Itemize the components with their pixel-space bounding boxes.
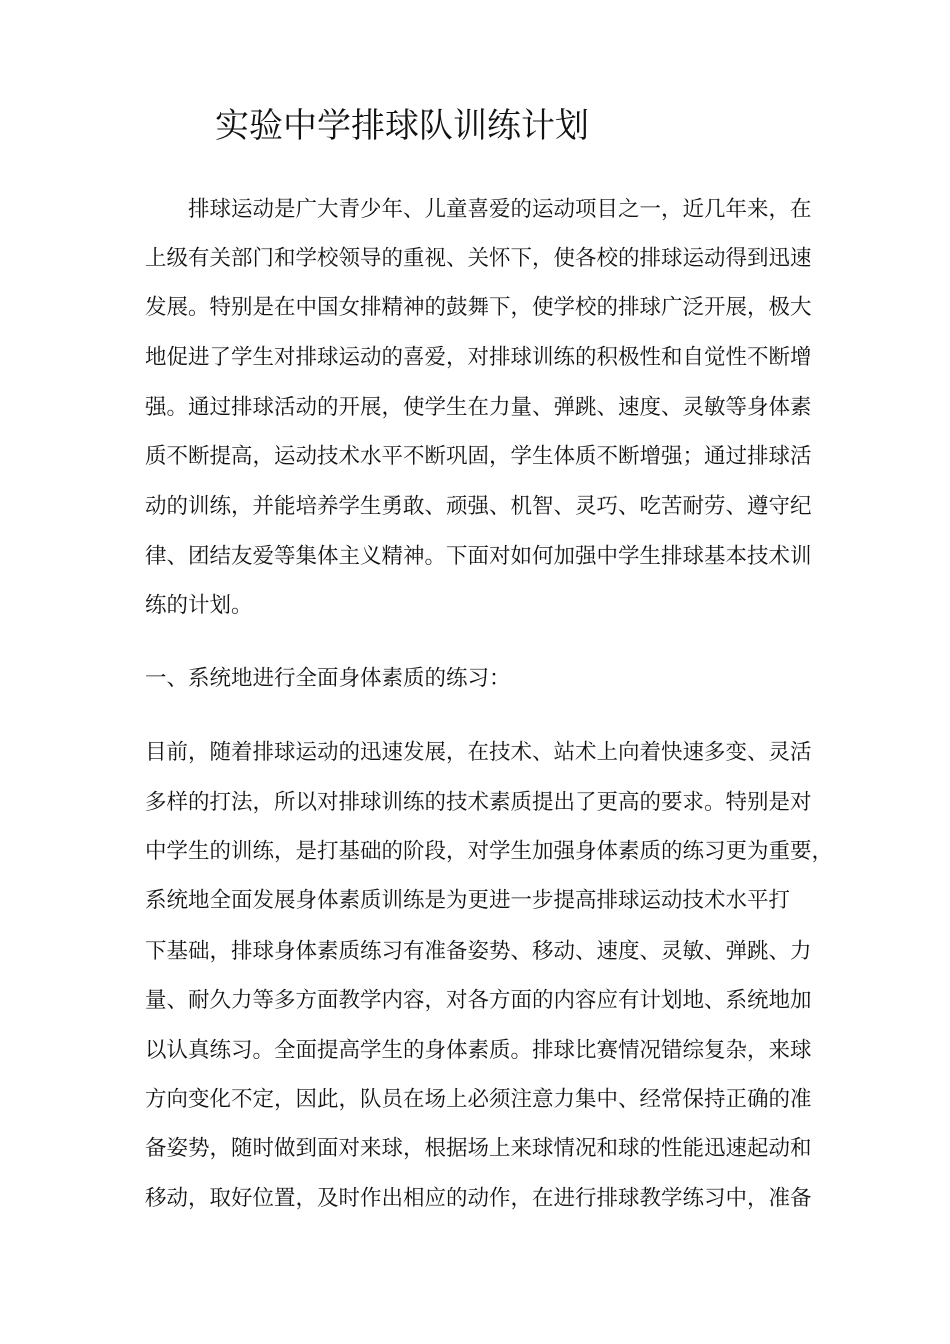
intro-line: 发展。特别是在中国女排精神的鼓舞下，使学校的排球广泛开展，极大 xyxy=(145,295,812,320)
section-line: 移动，取好位置，及时作出相应的动作，在进行排球教学练习中，准备 xyxy=(145,1186,812,1211)
section-line: 下基础，排球身体素质练习有准备姿势、移动、速度、灵敏、弹跳、力 xyxy=(145,939,812,964)
section-line: 方向变化不定，因此，队员在场上必须注意力集中、经常保持正确的准 xyxy=(145,1087,812,1112)
intro-line: 强。通过排球活动的开展，使学生在力量、弹跳、速度、灵敏等身体素 xyxy=(145,395,812,420)
section-line: 以认真练习。全面提高学生的身体素质。排球比赛情况错综复杂，来球 xyxy=(145,1038,812,1063)
section-line: 量、耐久力等多方面教学内容，对各方面的内容应有计划地、系统地加 xyxy=(145,988,812,1013)
section-line: 目前，随着排球运动的迅速发展，在技术、站术上向着快速多变、灵活 xyxy=(145,740,812,765)
section-line: 备姿势，随时做到面对来球，根据场上来球情况和球的性能迅速起动和 xyxy=(145,1136,812,1161)
section-line: 多样的打法，所以对排球训练的技术素质提出了更高的要求。特别是对 xyxy=(145,790,812,815)
intro-line: 练的计划。 xyxy=(145,593,253,618)
intro-line: 动的训练，并能培养学生勇敢、顽强、机智、灵巧、吃苦耐劳、遵守纪 xyxy=(145,494,812,519)
section-line: 系统地全面发展身体素质训练是为更进一步提高排球运动技术水平打 xyxy=(145,888,791,913)
section-line: 中学生的训练，是打基础的阶段，对学生加强身体素质的练习更为重要， xyxy=(145,839,834,864)
intro-line: 上级有关部门和学校领导的重视、关怀下，使各校的排球运动得到迅速 xyxy=(145,246,812,271)
intro-line: 地促进了学生对排球运动的喜爱，对排球训练的积极性和自觉性不断增 xyxy=(145,345,812,370)
intro-line: 律、团结友爱等集体主义精神。下面对如何加强中学生排球基本技术训 xyxy=(145,544,812,569)
section-heading: 一、系统地进行全面身体素质的练习： xyxy=(145,666,511,691)
document-title: 实验中学排球队训练计划 xyxy=(215,106,589,146)
intro-line: 排球运动是广大青少年、儿童喜爱的运动项目之一，近几年来，在 xyxy=(145,197,812,222)
intro-line: 质不断提高，运动技术水平不断巩固，学生体质不断增强；通过排球活 xyxy=(145,444,812,469)
